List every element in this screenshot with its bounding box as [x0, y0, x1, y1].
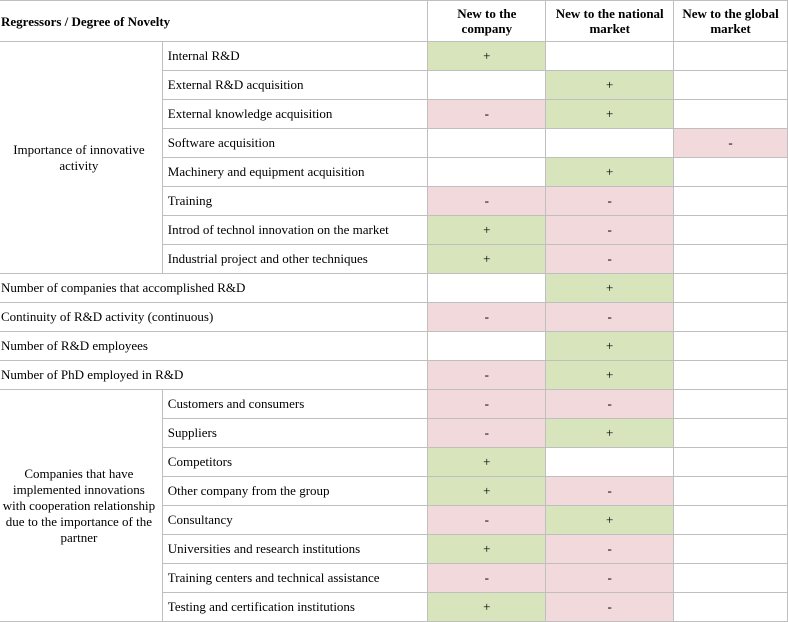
effect-cell: -	[546, 245, 674, 274]
effect-cell	[674, 71, 788, 100]
regressor-label: External R&D acquisition	[162, 71, 428, 100]
effect-cell	[428, 274, 546, 303]
table-body	[0, 42, 788, 622]
regressor-label: Training	[162, 187, 428, 216]
effect-cell	[674, 448, 788, 477]
effect-cell: +	[546, 332, 674, 361]
header-row	[0, 1, 788, 42]
header-new-to-global-market: New to the global market	[674, 1, 788, 42]
effect-cell: +	[428, 448, 546, 477]
effect-cell: +	[546, 71, 674, 100]
effect-cell: -	[546, 187, 674, 216]
effect-cell	[428, 158, 546, 187]
effect-cell: -	[428, 361, 546, 390]
effect-cell	[674, 419, 788, 448]
group-label: Companies that have implemented innovations with cooperation relationship due to the importance of the partner	[0, 390, 162, 622]
regressor-label: Introd of technol innovation on the market	[162, 216, 428, 245]
effect-cell	[674, 506, 788, 535]
regressor-label: Customers and consumers	[162, 390, 428, 419]
table-row	[0, 274, 788, 303]
effect-cell: -	[546, 303, 674, 332]
effect-cell	[674, 274, 788, 303]
header-new-to-company: New to the company	[428, 1, 546, 42]
effect-cell: +	[428, 42, 546, 71]
effect-cell	[674, 187, 788, 216]
effect-cell: -	[546, 390, 674, 419]
effect-cell: -	[428, 564, 546, 593]
regressor-label: Suppliers	[162, 419, 428, 448]
effect-cell	[674, 332, 788, 361]
regressor-label: Competitors	[162, 448, 428, 477]
effect-cell: -	[546, 593, 674, 622]
table-row	[0, 332, 788, 361]
regressor-label: Continuity of R&D activity (continuous)	[0, 303, 428, 332]
effect-cell: +	[546, 274, 674, 303]
effect-cell	[674, 100, 788, 129]
effect-cell: +	[546, 361, 674, 390]
effect-cell: +	[428, 593, 546, 622]
regressor-label: External knowledge acquisition	[162, 100, 428, 129]
effect-cell	[674, 158, 788, 187]
effect-cell: +	[546, 100, 674, 129]
effect-cell	[674, 564, 788, 593]
effect-cell: +	[546, 419, 674, 448]
effect-cell: +	[428, 245, 546, 274]
effect-cell	[546, 448, 674, 477]
header-regressors: Regressors / Degree of Novelty	[0, 1, 428, 42]
effect-cell: +	[428, 477, 546, 506]
effect-cell	[674, 535, 788, 564]
group-label: Importance of innovative activity	[0, 42, 162, 274]
effect-cell: -	[428, 187, 546, 216]
effect-cell: +	[546, 158, 674, 187]
effect-cell: -	[546, 564, 674, 593]
regressor-label: Software acquisition	[162, 129, 428, 158]
effect-cell: -	[546, 477, 674, 506]
table-row	[0, 390, 788, 419]
header-new-to-national-market: New to the national market	[546, 1, 674, 42]
effect-cell	[674, 245, 788, 274]
regressor-label: Number of PhD employed in R&D	[0, 361, 428, 390]
regressor-label: Training centers and technical assistance	[162, 564, 428, 593]
effect-cell	[674, 216, 788, 245]
effect-cell	[546, 129, 674, 158]
effect-cell: +	[546, 506, 674, 535]
effect-cell	[674, 390, 788, 419]
effect-cell	[674, 42, 788, 71]
effect-cell	[546, 42, 674, 71]
effect-cell	[674, 361, 788, 390]
table-row	[0, 303, 788, 332]
effect-cell	[428, 129, 546, 158]
regressor-label: Internal R&D	[162, 42, 428, 71]
effect-cell: +	[428, 216, 546, 245]
effect-cell	[428, 71, 546, 100]
regressor-label: Number of companies that accomplished R&D	[0, 274, 428, 303]
regressor-label: Testing and certification institutions	[162, 593, 428, 622]
effect-cell	[428, 332, 546, 361]
effect-cell: +	[428, 535, 546, 564]
effect-cell: -	[546, 535, 674, 564]
effect-cell: -	[428, 390, 546, 419]
effect-cell: -	[428, 419, 546, 448]
effect-cell	[674, 477, 788, 506]
effect-cell: -	[428, 303, 546, 332]
regressor-label: Universities and research institutions	[162, 535, 428, 564]
table-row	[0, 361, 788, 390]
effect-cell	[674, 303, 788, 332]
effect-cell: -	[428, 506, 546, 535]
table-row	[0, 42, 788, 71]
effect-cell: -	[428, 100, 546, 129]
regressor-label: Number of R&D employees	[0, 332, 428, 361]
regressor-label: Industrial project and other techniques	[162, 245, 428, 274]
effect-cell	[674, 593, 788, 622]
effect-cell: -	[546, 216, 674, 245]
effect-cell: -	[674, 129, 788, 158]
regressor-label: Machinery and equipment acquisition	[162, 158, 428, 187]
regressor-label: Consultancy	[162, 506, 428, 535]
regressor-label: Other company from the group	[162, 477, 428, 506]
